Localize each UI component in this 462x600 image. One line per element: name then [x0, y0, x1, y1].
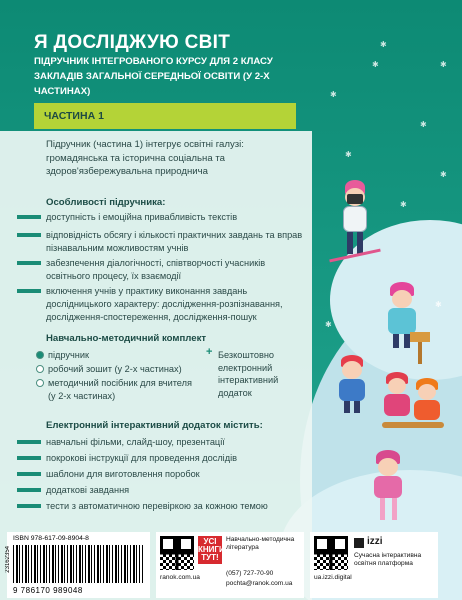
isbn-text: ISBN 978-617-09-8904-8 — [13, 535, 89, 542]
bullet-dash — [17, 289, 41, 293]
kid-in-red-jacket — [335, 355, 369, 415]
header — [0, 0, 312, 131]
addon-title: Електронний інтерактивний додаток містить: — [46, 420, 263, 431]
addon-item: шаблони для виготовлення поробок — [46, 469, 200, 479]
part-label: ЧАСТИНА 1 — [44, 110, 104, 122]
publisher-text: Навчально-методична література — [226, 536, 295, 551]
kids-on-sled — [382, 372, 446, 442]
phone-text: (057) 727-70-90 — [226, 570, 274, 577]
bullet-dash — [17, 488, 41, 492]
barcode-bars — [13, 545, 143, 583]
addon-item: додаткові завдання — [46, 485, 130, 495]
izzi-logo-text: izzi — [367, 536, 383, 547]
kit-radio — [36, 351, 44, 359]
bullet-dash — [17, 215, 41, 219]
skater-girl — [368, 450, 408, 530]
feature-item: відповідність обсягу і кількості практичних завдань та вправ пізнавальним можливостям учнів — [46, 230, 303, 253]
izzi-url[interactable]: ua.izzi.digital — [314, 574, 352, 581]
ranok-url[interactable]: ranok.com.ua — [160, 574, 200, 581]
kit-title: Навчально-методичний комплект — [46, 333, 207, 344]
bullet-dash — [17, 456, 41, 460]
addon-item: покрокові інструкції для проведення дослідів — [46, 453, 237, 463]
intro-text: Підручник (частина 1) інтегрує освітні галузі: громадянська та історична соціальна та здоров'язбережувальна природнича — [46, 139, 244, 177]
winter-illustration: ✱ ✱ ✱ ✱ ✱ ✱ ✱ ✱ ✱ ✱ — [0, 0, 462, 600]
email-text[interactable]: pochta@ranok.com.ua — [226, 580, 293, 587]
feature-item: включення учнів у практику виконання завдань дослідницького характеру: дослідження-розпізнавання, дослідження-спостереження, дослідження-пошук — [46, 286, 283, 322]
kit-item: робочий зошит (у 2-х частинах) — [48, 364, 182, 374]
books-badge: УСІ КНИГИ ТУТ! — [198, 537, 225, 562]
feature-item: доступність і емоційна привабливість текстів — [46, 212, 238, 222]
ranok-card — [156, 532, 304, 598]
ean-number: 9 786170 989048 — [13, 586, 83, 595]
book-subtitle: ПІДРУЧНИК ІНТЕГРОВАНОГО КУРСУ ДЛЯ 2 КЛАСУ ЗАКЛАДІВ ЗАГАЛЬНОЇ СЕРЕДНЬОЇ ОСВІТИ (У 2-Х ЧАСТИНАХ) — [34, 56, 273, 97]
bullet-dash — [17, 261, 41, 265]
izzi-description: Сучасна інтерактивна освітня платформа — [354, 552, 422, 567]
features-title: Особливості підручника: — [46, 197, 166, 208]
izzi-card — [310, 532, 438, 598]
kit-item: підручник — [48, 350, 89, 360]
kid-with-camera — [335, 180, 375, 260]
kit-radio — [36, 379, 44, 387]
kit-item: методичний посібник для вчителя (у 2-х частинах) — [48, 378, 192, 401]
part-band — [34, 103, 296, 129]
bird-feeder-box — [410, 332, 430, 342]
bullet-dash — [17, 504, 41, 508]
kit-bonus: Безкоштовно електронний інтерактивний додаток — [218, 350, 279, 398]
izzi-logo-icon — [354, 538, 364, 548]
feature-item: забезпечення діалогічності, співтворчості учасників освітнього процесу, їх взаємодії — [46, 258, 266, 281]
barcode — [7, 532, 150, 598]
kit-radio — [36, 365, 44, 373]
izzi-qr-icon[interactable] — [314, 536, 348, 570]
addon-item: тести з автоматичною перевіркою за кожною темою — [46, 501, 268, 511]
book-title: Я ДОСЛІДЖУЮ СВІТ — [34, 32, 231, 53]
ranok-qr-icon[interactable] — [160, 536, 194, 570]
bullet-dash — [17, 472, 41, 476]
footer — [0, 527, 462, 600]
bullet-dash — [17, 233, 41, 237]
bullet-dash — [17, 440, 41, 444]
barcode-side-number: 23162354 — [5, 546, 11, 573]
addon-item: навчальні фільми, слайд-шоу, презентації — [46, 437, 225, 447]
plus-icon: + — [206, 346, 213, 358]
